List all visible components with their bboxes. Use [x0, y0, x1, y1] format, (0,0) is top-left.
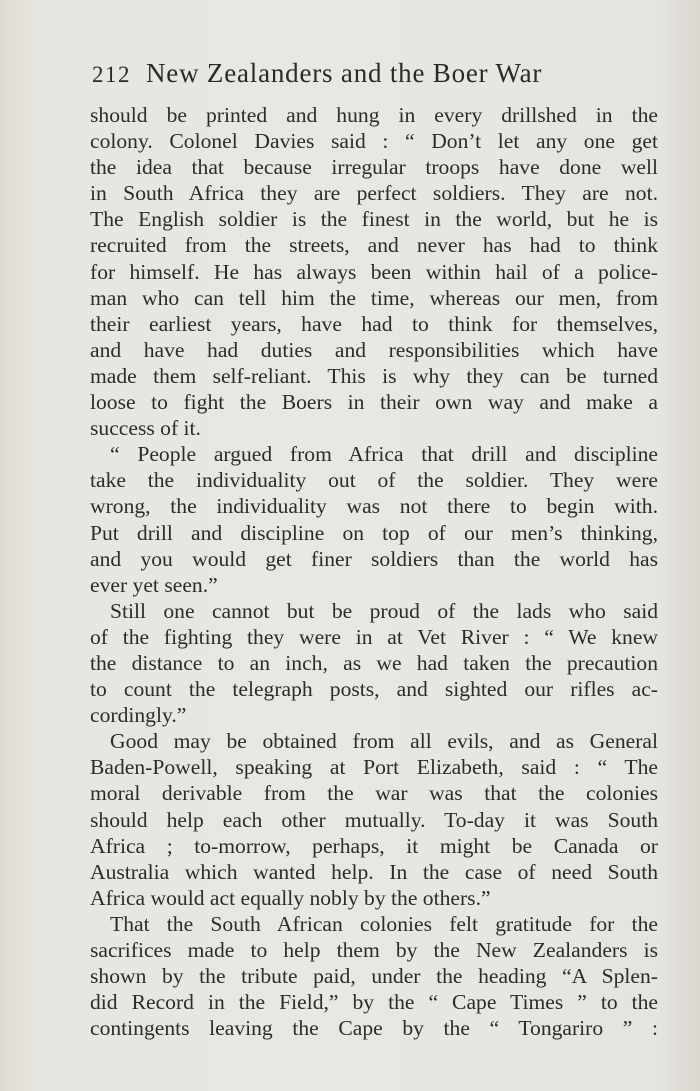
running-title: New Zealanders and the Boer War [146, 58, 543, 88]
text-line: colony. Colonel Davies said : “ Don’t let any one get [90, 129, 658, 154]
text-line: the idea that because irregular troops have done well [90, 155, 658, 180]
text-line: cordingly.” [90, 703, 187, 728]
page-header [92, 58, 632, 89]
text-line: in South Africa they are perfect soldiers. They are not. [90, 181, 658, 206]
text-line: That the South African colonies felt gratitude for the [110, 911, 658, 936]
text-line: made them self-reliant. This is why they can be turned [90, 363, 658, 388]
text-line: wrong, the individuality was not there to begin with. [90, 494, 658, 519]
text-line: Put drill and discipline on top of our men’s thinking, [90, 520, 658, 545]
text-line: did Record in the Field,” by the “ Cape Times ” to the [90, 990, 658, 1015]
text-line: shown by the tribute paid, under the heading “A Splen- [90, 964, 658, 989]
text-line: take the individuality out of the soldier. They were [90, 468, 658, 493]
text-line: the distance to an inch, as we had taken the precaution [90, 650, 658, 675]
text-line: loose to fight the Boers in their own way and make a [90, 390, 658, 415]
text-line: “ People argued from Africa that drill and discipline [110, 442, 658, 467]
text-line: success of it. [90, 416, 201, 441]
text-line: Baden-Powell, speaking at Port Elizabeth, said : “ The [90, 755, 658, 780]
text-line: and you would get finer soldiers than the world has [90, 546, 658, 571]
text-line: man who can tell him the time, whereas our men, from [90, 285, 658, 310]
text-line: should be printed and hung in every drillshed in the [90, 103, 658, 127]
page-number: 212 [92, 62, 131, 87]
text-line: to count the telegraph posts, and sighted our rifles ac- [90, 677, 658, 702]
text-line: ever yet seen.” [90, 572, 218, 597]
text-line: recruited from the streets, and never has had to think [90, 233, 658, 258]
text-line: their earliest years, have had to think for themselves, [90, 311, 658, 336]
text-line: and have had duties and responsibilities which have [90, 337, 658, 362]
text-line: of the fighting they were in at Vet River : “ We knew [90, 624, 658, 649]
text-line: sacrifices made to help them by the New Zealanders is [90, 938, 658, 962]
text-line: should help each other mutually. To-day it was South [90, 807, 658, 832]
text-line: Africa ; to-morrow, perhaps, it might be Canada or [90, 833, 658, 858]
text-line: Africa would act equally nobly by the others.” [90, 885, 491, 910]
text-line: The English soldier is the finest in the world, but he is [90, 207, 658, 232]
text-line: moral derivable from the war was that the colonies [90, 781, 658, 806]
text-line: Still one cannot but be proud of the lads who said [110, 598, 658, 623]
text-line: for himself. He has always been within hail of a police- [90, 259, 658, 284]
text-line: Australia which wanted help. In the case of need South [90, 859, 658, 884]
text-line: contingents leaving the Cape by the “ Tongariro ” : [90, 1016, 658, 1041]
text-line: Good may be obtained from all evils, and as General [110, 729, 658, 754]
body-text [90, 102, 658, 1041]
